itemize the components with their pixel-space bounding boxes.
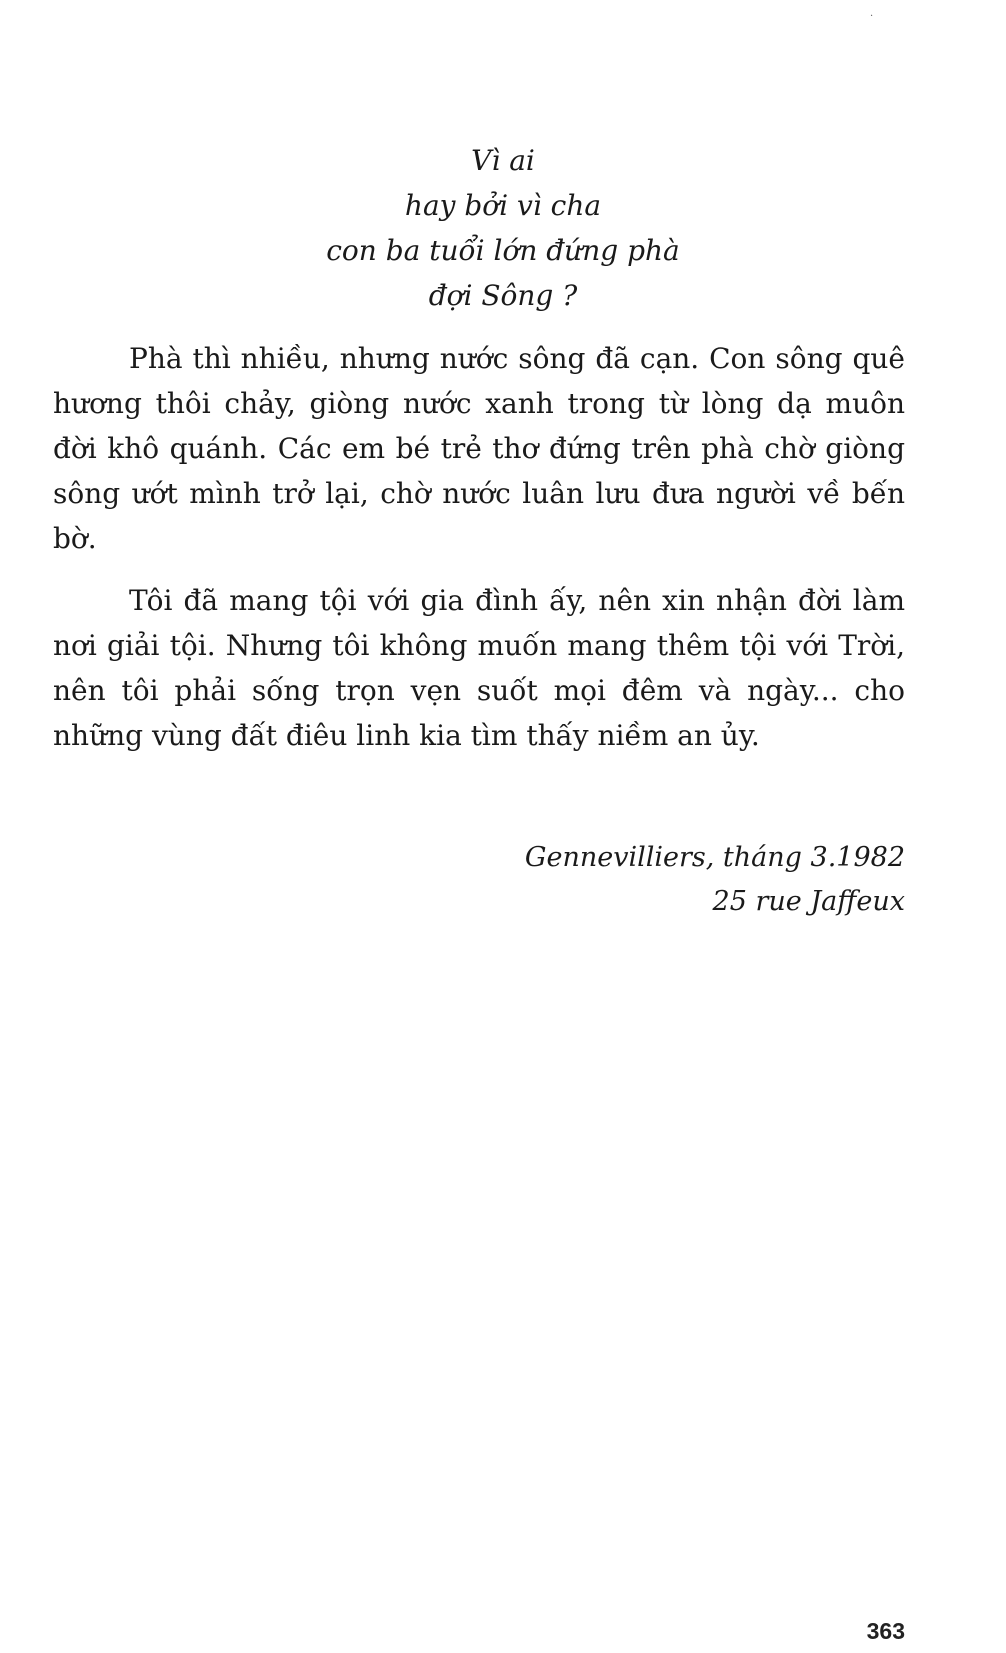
page-number: 363: [866, 1618, 905, 1644]
poem-stanza: [0, 138, 1006, 318]
signature-block: [525, 836, 905, 924]
scan-mark: ·: [870, 11, 874, 22]
paragraph: Tôi đã mang tội với gia đình ấy, nên xin nhận đời làm nơi giải tội. Nhưng tôi không muốn mang thêm tội với Trời, nên tôi phải sống trọn vẹn suốt mọi đêm và ngày... cho những vùng đất điêu linh kia tìm thấy niềm an ủy.: [53, 584, 905, 752]
poem-line: Vì ai: [471, 144, 535, 177]
paragraph: Phà thì nhiều, nhưng nước sông đã cạn. Con sông quê hương thôi chảy, giòng nước xanh trong từ lòng dạ muôn đời khô quánh. Các em bé trẻ thơ đứng trên phà chờ giòng sông ướt mình trở lại, chờ nước luân lưu đưa người về bến bờ.: [53, 342, 905, 555]
poem-line: đợi Sông ?: [428, 279, 578, 312]
body-text: [53, 336, 905, 758]
poem-line: hay bởi vì cha: [404, 189, 602, 222]
signature-address: 25 rue Jaffeux: [712, 886, 905, 917]
signature-place-date: Gennevilliers, tháng 3.1982: [524, 842, 905, 873]
poem-line: con ba tuổi lớn đứng phà: [326, 234, 680, 267]
